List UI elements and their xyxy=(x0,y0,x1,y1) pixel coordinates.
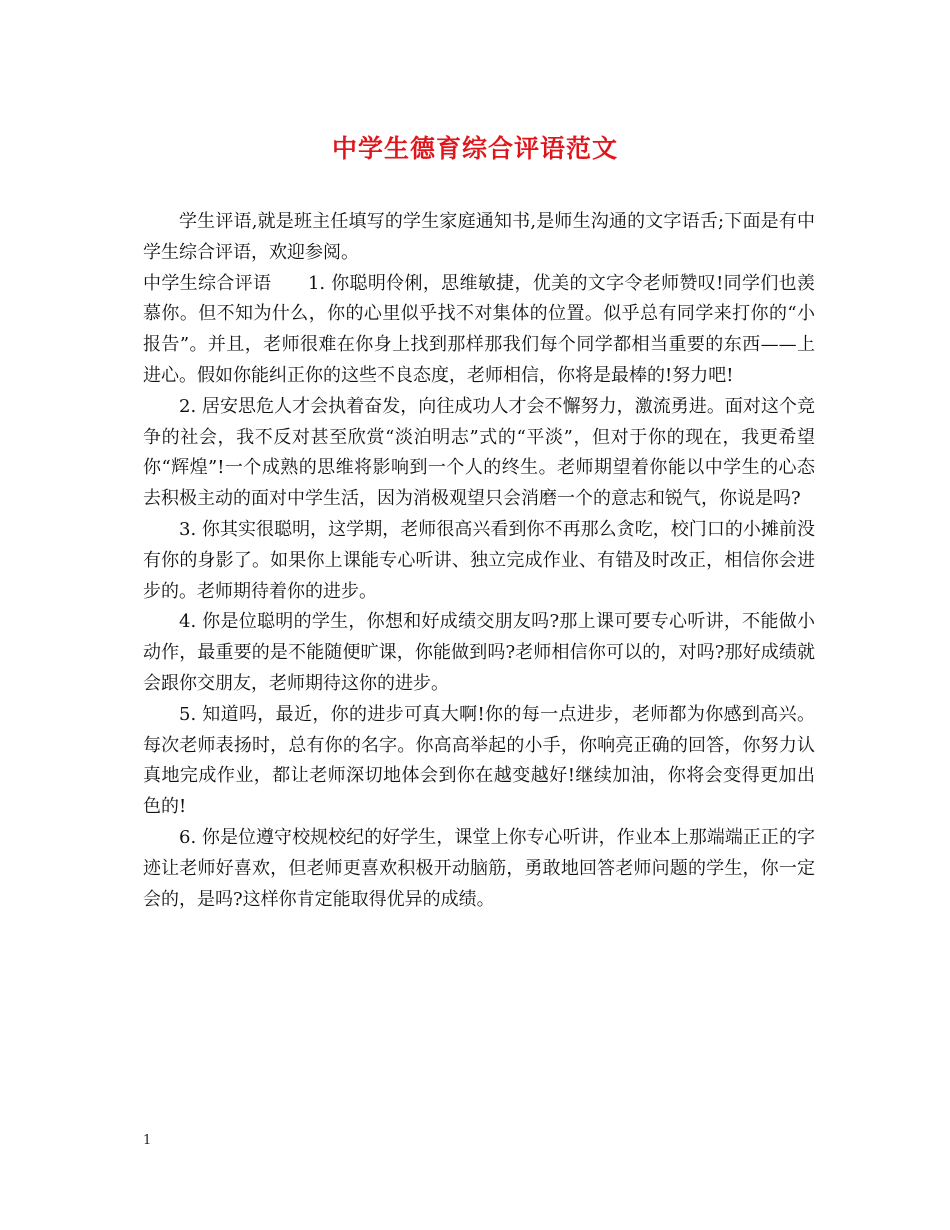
comment-paragraph-1: 中学生综合评语 1. 你聪明伶俐，思维敏捷，优美的文字令老师赞叹!同学们也羡慕你。但不知为什么，你的心里似乎找不对集体的位置。似乎总有同学来打你的“小报告”。并且，老师很难在你身上找到那样那我们每个同学都相当重要的东西——上进心。假如你能纠正你的这些不良态度，老师相信，你将是最棒的!努力吧! xyxy=(143,272,815,386)
comment-paragraph-2: 2. 居安思危人才会执着奋发，向往成功人才会不懈努力，激流勇进。面对这个竞争的社会，我不反对甚至欣赏“淡泊明志”式的“平淡”，但对于你的现在，我更希望你“辉煌”!一个成熟的思维将影响到一个人的终生。老师期望着你能以中学生的心态去积极主动的面对中学生活，因为消极观望只会消磨一个的意志和锐气，你说是吗? xyxy=(143,395,815,510)
intro-paragraph: 学生评语,就是班主任填写的学生家庭通知书,是师生沟通的文字语舌;下面是有中学生综合评语，欢迎参阅。 xyxy=(143,211,815,263)
document-body xyxy=(143,207,815,915)
comment-paragraph-5: 5. 知道吗，最近，你的进步可真大啊!你的每一点进步，老师都为你感到高兴。每次老师表扬时，总有你的名字。你高高举起的小手，你响亮正确的回答，你努力认真地完成作业，都让老师深切地体会到你在越变越好!继续加油，你将会变得更加出色的! xyxy=(143,703,815,818)
document-title: 中学生德育综合评语范文 xyxy=(331,134,618,163)
comment-paragraph-6: 6. 你是位遵守校规校纪的好学生，课堂上你专心听讲，作业本上那端端正正的字迹让老师好喜欢，但老师更喜欢积极开动脑筋，勇敢地回答老师问题的学生，你一定会的，是吗?这样你肯定能取得优异的成绩。 xyxy=(143,826,815,910)
page-number: 1 xyxy=(143,1133,152,1148)
comment-paragraph-3: 3. 你其实很聪明，这学期，老师很高兴看到你不再那么贪吃，校门口的小摊前没有你的身影了。如果你上课能专心听讲、独立完成作业、有错及时改正，相信你会进步的。老师期待着你的进步。 xyxy=(143,518,815,602)
comment-paragraph-4: 4. 你是位聪明的学生，你想和好成绩交朋友吗?那上课可要专心听讲，不能做小动作，最重要的是不能随便旷课，你能做到吗?老师相信你可以的，对吗?那好成绩就会跟你交朋友，老师期待这你的进步。 xyxy=(143,611,815,694)
